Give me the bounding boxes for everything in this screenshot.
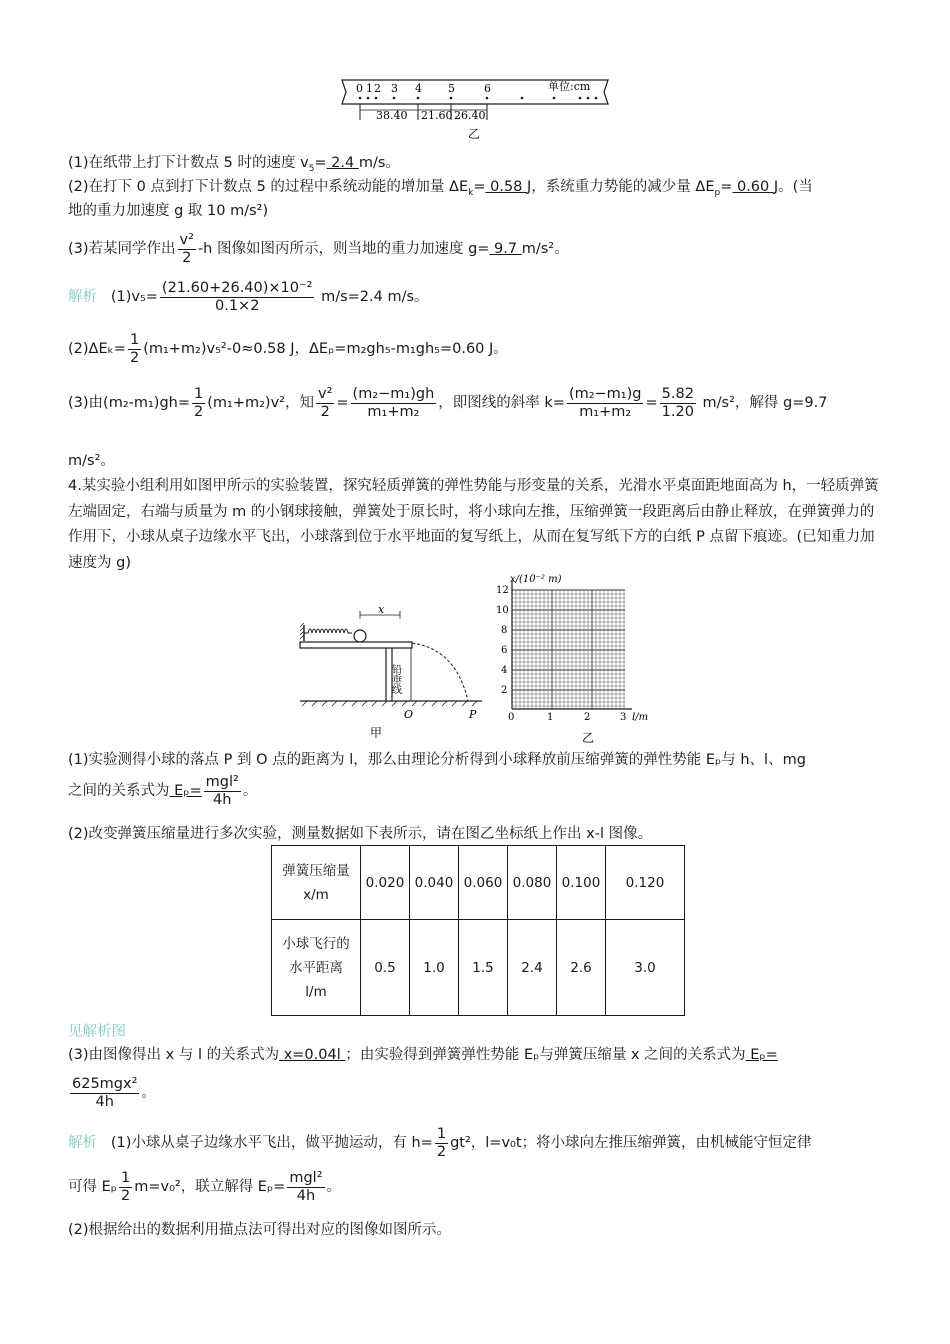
q4-solution-2: (2)根据给出的数据利用描点法可得出对应的图像如图所示。 [68, 1222, 452, 1238]
q3-p2-sub-p: p [714, 187, 721, 198]
q4-part1-line1: (1)实验测得小球的落点 P 到 O 点的距离为 l，那么由理论分析得到小球释放前压缩弹簧的弹性势能 Eₚ与 h、l、mg [68, 752, 806, 768]
table-cell: 1.0 [410, 920, 459, 1016]
q3-sol3-f3d: m₁+m₂ [367, 403, 420, 420]
q4-sol1-b: gt²，l=v₀t；将小球向左推压缩弹簧，由机械能守恒定律 [450, 1135, 812, 1152]
fig-yi-xtick-3: 3 [620, 712, 627, 723]
fig-yi-ytick-8: 8 [501, 625, 508, 636]
q3-sol3-f5n: 5.82 [661, 386, 694, 402]
fig-yi-xtick-2: 2 [584, 712, 591, 723]
q3-part1 [68, 153, 400, 179]
q4-p3-frac-d: 4h [95, 1093, 114, 1110]
q3-sol3-b: (m₁+m₂)v²，知 [207, 395, 314, 412]
q3-p3-answer: 9.7 [489, 241, 522, 258]
q3-sol3-f2n: v² [317, 386, 333, 402]
q3-part2 [68, 177, 813, 203]
fig-yi-ytick-6: 6 [501, 645, 508, 656]
q3-sol3-f4d: m₁+m₂ [579, 403, 632, 420]
q3-p2-eq2: = [720, 179, 733, 195]
q3-sol1-result: m/s=2.4 m/s。 [321, 289, 429, 306]
q3-sol1-num: (21.60+26.40)×10⁻² [161, 280, 313, 296]
q4-p3-answer1: x=0.04l [279, 1047, 346, 1063]
q4-sol1-frac2 [119, 1170, 132, 1204]
table-cell: 0.100 [557, 846, 606, 920]
table-cell: 2.6 [557, 920, 606, 1016]
q4-solution-1-line2 [68, 1170, 341, 1204]
tape-gap-2: 26.40 [454, 109, 486, 122]
table-header-distance-l2: 水平距离 [289, 959, 343, 976]
figure-yi [492, 570, 662, 748]
fig-yi-xtick-0: 0 [508, 712, 515, 723]
fig-jia-x-label: x [378, 605, 385, 616]
q4-solution-label: 解析 [68, 1135, 97, 1152]
solution-label: 解析 [68, 289, 97, 306]
q4-sol1-f1d: 2 [436, 1143, 447, 1160]
q3-part3 [68, 232, 569, 266]
table-header-distance-l1: 小球飞行的 [282, 935, 350, 952]
q4-p1-answer-prefix: Eₚ= [169, 783, 202, 800]
table-row-distance [272, 920, 685, 1016]
tape-point-4: 4 [415, 82, 422, 95]
table-header-distance [272, 920, 361, 1016]
tape-point-6: 6 [484, 82, 491, 95]
fig-jia-caption: 甲 [370, 726, 383, 740]
tape-point-2: 2 [374, 82, 381, 95]
q3-solution-2 [68, 332, 508, 366]
q3-sol1-den: 0.1×2 [214, 297, 260, 314]
q3-sol3-f1d: 2 [194, 403, 204, 420]
q4-p3-answer2: Eₚ= [745, 1047, 778, 1063]
q3-sol3-frac4 [567, 386, 644, 420]
q3-sol2-frac [128, 332, 141, 366]
q3-sol3-f1n: 1 [194, 386, 204, 402]
q4-sol1-c: 可得 Eₚ [68, 1179, 117, 1196]
q3-sol3-frac2 [316, 386, 334, 420]
table-row-compression [272, 846, 685, 920]
q4-sol1-d: m=v₀²，联立解得 Eₚ= [134, 1179, 286, 1196]
figure-jia [296, 605, 486, 741]
q3-sol2-rest: (m₁+m₂)v₅²-0≈0.58 J，ΔEₚ=m₂gh₅-m₁gh₅=0.60 J。 [143, 341, 508, 358]
paper-tape-svg [336, 74, 616, 144]
q3-sol3-f5d: 1.20 [661, 403, 694, 420]
fig-jia-P: P [469, 708, 477, 721]
q3-sol3-a: (3)由(m₂-m₁)gh= [68, 395, 191, 412]
table-header-distance-l3: l/m [305, 983, 327, 1000]
q4-p3-mid: ；由实验得到弹簧弹性势能 Eₚ与弹簧压缩量 x 之间的关系式为 [345, 1047, 746, 1063]
q3-sol3-d: ，即图线的斜率 k= [438, 395, 565, 412]
q3-sol2-frac-n: 1 [129, 332, 140, 348]
q3-p2-mid: J，系统重力势能的减少量 ΔE [527, 179, 715, 195]
q3-p2-end: J。(当 [773, 179, 813, 195]
fig-yi-ytick-12: 12 [496, 585, 509, 596]
q3-p2-sub-k: k [468, 187, 474, 198]
paper-tape-figure [336, 74, 616, 144]
figure-yi-grid [492, 570, 662, 748]
q3-p1-eq: = [314, 155, 327, 171]
q3-p3-frac-d: 2 [182, 249, 192, 266]
table-cell: 0.120 [606, 846, 685, 920]
fig-yi-xtick-1: 1 [547, 712, 554, 723]
q3-p2-answer1: 0.58 [485, 179, 528, 195]
q3-sol3-frac3 [351, 386, 437, 420]
q4-p3-frac-n: 625mgx² [72, 1075, 138, 1092]
table-cell: 1.5 [459, 920, 508, 1016]
table-cell: 0.5 [361, 920, 410, 1016]
table-cell: 3.0 [606, 920, 685, 1016]
q3-p3-frac-n: v² [179, 232, 194, 248]
tape-point-0: 0 [356, 82, 363, 95]
q4-part1-line2 [68, 774, 257, 808]
q3-p3-frac [178, 232, 196, 266]
tape-gap-0: 38.40 [376, 109, 408, 122]
tape-point-1: 1 [366, 82, 373, 95]
q4-p3-end: 。 [141, 1085, 156, 1101]
q4-part2: (2)改变弹簧压缩量进行多次实验，测量数据如下表所示，请在图乙坐标纸上作出 x-l 图像。 [68, 826, 653, 842]
q3-sol1-prefix: (1)v₅= [110, 289, 158, 306]
table-header-compression-l2: x/m [303, 886, 329, 903]
fig-yi-x-label: l/m [632, 712, 649, 723]
q4-p3-frac [70, 1076, 139, 1110]
fig-yi-ytick-4: 4 [501, 665, 508, 676]
q3-p2-eq: = [473, 179, 486, 195]
fig-yi-ytick-10: 10 [496, 605, 509, 616]
table-header-compression-l1: 弹簧压缩量 [282, 862, 350, 879]
q3-sol3-f4n: (m₂−m₁)g [568, 386, 642, 402]
table-cell: 0.040 [410, 846, 459, 920]
q3-p3-prefix: (3)若某同学作出 [68, 241, 176, 258]
q3-sol3-frac5 [660, 386, 696, 420]
q3-sol3-c: = [336, 395, 349, 412]
tape-caption: 乙 [468, 127, 481, 141]
q4-sol1-f2n: 1 [120, 1170, 131, 1186]
q4-sol1-frac3 [287, 1170, 324, 1204]
table-cell: 0.080 [508, 846, 557, 920]
q4-p1-prefix: 之间的关系式为 [68, 783, 170, 800]
q3-p1-prefix: (1)在纸带上打下计数点 5 时的速度 v [68, 155, 309, 171]
tape-gap-1: 21.60 [421, 109, 453, 122]
q4-p1-frac [204, 774, 241, 808]
q3-part2-line2: 地的重力加速度 g 取 10 m/s²) [68, 203, 269, 219]
q3-sol3-f3n: (m₂−m₁)gh [352, 386, 435, 402]
q4-p1-frac-n: mgl² [205, 774, 239, 790]
q3-p1-unit: m/s。 [358, 155, 400, 171]
figure-jia-svg [296, 605, 486, 741]
table-cell: 0.020 [361, 846, 410, 920]
q4-data-table [271, 845, 685, 1016]
q3-sol3-e: = [645, 395, 658, 412]
q4-sol1-a: (1)小球从桌子边缘水平飞出，做平抛运动，有 h= [110, 1135, 433, 1152]
tape-unit: 单位:cm [548, 80, 591, 93]
q4-sol1-f3d: 4h [296, 1187, 316, 1204]
q4-sol1-f2d: 2 [120, 1187, 131, 1204]
q3-sol2-prefix: (2)ΔEₖ= [68, 341, 126, 358]
q3-sol3-f2d: 2 [320, 403, 330, 420]
q3-sol3-f: m/s²，解得 g=9.7 [702, 395, 828, 412]
q4-stem: 4.某实验小组利用如图甲所示的实验装置，探究轻质弹簧的弹性势能与形变量的关系，光滑水平桌面距地面高为 h，一轻质弹簧左端固定，右端与质量为 m 的小钢球接触，弹簧处于原长时，将小球向左推，压缩弹簧一段距离后由静止释放，在弹簧弹力的作用下，小球从桌子边缘水平飞出，小球落到位于水平地面的复写纸上，从而在复写纸下方的白纸 P 点留下痕迹。(已知重力加速度为 g) [68, 478, 879, 571]
q3-p3-mid: -h 图像如图丙所示，则当地的重力加速度 g= [197, 241, 490, 258]
q4-sol1-f1n: 1 [436, 1126, 447, 1142]
table-cell: 0.060 [459, 846, 508, 920]
q4-part3-line2 [68, 1070, 156, 1116]
q3-p2-answer2: 0.60 [732, 179, 774, 195]
fig-yi-caption: 乙 [582, 731, 595, 745]
fig-yi-y-label: x/(10⁻² m) [510, 574, 562, 585]
q3-solution-1 [68, 280, 429, 314]
q4-sol1-f3n: mgl² [289, 1170, 323, 1186]
q4-sol1-frac1 [435, 1126, 448, 1160]
q4-solution-1 [68, 1126, 812, 1160]
q3-p2-prefix: (2)在打下 0 点到打下计数点 5 的过程中系统动能的增加量 ΔE [68, 179, 469, 195]
fig-jia-plumb-label: 铅垂线 [389, 664, 401, 694]
q4-p1-end: 。 [242, 783, 258, 800]
tape-point-5: 5 [448, 82, 455, 95]
q3-p1-sub: 5 [308, 163, 315, 174]
q4-part3-line1 [68, 1045, 778, 1065]
q3-solution-3 [68, 386, 827, 420]
q3-sol2-frac-d: 2 [129, 349, 140, 366]
fig-jia-O: O [404, 708, 414, 721]
q3-sol3-frac1 [192, 386, 205, 420]
tape-point-3: 3 [391, 82, 398, 95]
q4-p3-prefix: (3)由图像得出 x 与 l 的关系式为 [68, 1047, 280, 1063]
q3-p1-answer: 2.4 [326, 155, 359, 171]
table-cell: 2.4 [508, 920, 557, 1016]
q4-p1-frac-d: 4h [213, 791, 232, 808]
see-figure-note: 见解析图 [68, 1024, 126, 1040]
q4-sol1-e: 。 [326, 1179, 342, 1196]
table-header-compression [272, 846, 361, 920]
q3-p3-unit: m/s²。 [521, 241, 569, 258]
q3-sol1-frac [160, 280, 315, 314]
fig-yi-ytick-2: 2 [501, 685, 508, 696]
q3-solution-3-line2: m/s²。 [68, 453, 115, 469]
